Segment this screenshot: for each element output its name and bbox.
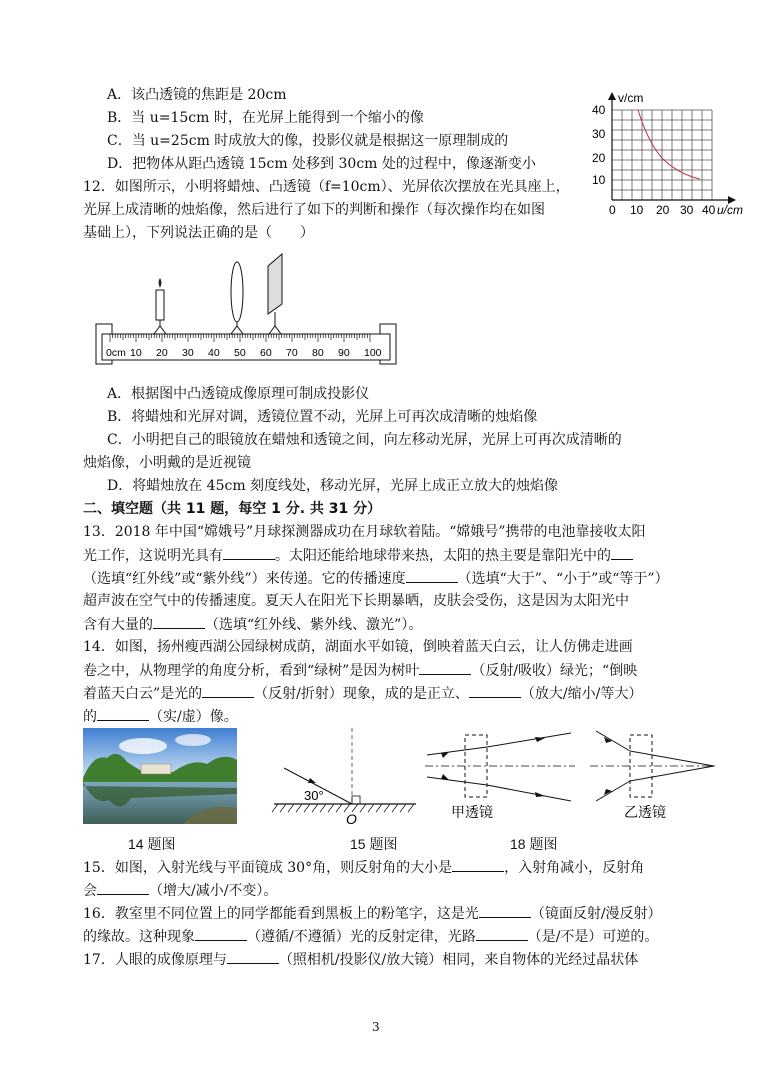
bench-label: 20 bbox=[156, 347, 168, 359]
bench-label: 40 bbox=[208, 347, 220, 359]
bench-label: 70 bbox=[286, 347, 298, 359]
lens-b-label: 乙透镜 bbox=[624, 804, 666, 820]
page-number: 3 bbox=[372, 1020, 380, 1034]
bench-label: 80 bbox=[312, 347, 324, 359]
uv-graph bbox=[590, 80, 755, 225]
bench-label: 90 bbox=[338, 347, 350, 359]
graph-xlabel: u/cm bbox=[717, 203, 744, 217]
q12-option-b: B．将蜡烛和光屏对调，透镜位置不动，光屏上可再次成清晰的烛焰像 bbox=[107, 409, 538, 425]
bench-label: 60 bbox=[260, 347, 272, 359]
q15-line-2: 会 （增大/减小/不变）。 bbox=[83, 880, 277, 901]
q12-option-a: A．根据图中凸透镜成像原理可制成投影仪 bbox=[107, 386, 370, 402]
q13-line-2: 光工作，这说明光具有 。太阳还能给地球带来热，太阳的热主要是靠阳光中的 bbox=[83, 545, 633, 566]
q13-line-3: （选填“红外线”或“紫外线”）来传递。它的传播速度 （选填“大于”、“小于”或“等于”） bbox=[83, 568, 669, 589]
bench-label: 50 bbox=[234, 347, 246, 359]
q14-line-3: 着蓝天白云”是光的 （反射/折射）现象，成的是正立、 （放大/缩小/等大） bbox=[83, 683, 642, 704]
q16-line-2: 的缘故。这种现象 （遵循/不遵循）光的反射定律，光路 （是/不是）可逆的。 bbox=[83, 926, 658, 947]
bench-label: 0cm bbox=[106, 347, 126, 359]
q17-line-1: 17．人眼的成像原理与 （照相机/投影仪/放大镜）相同，来自物体的光经过晶状体 bbox=[83, 949, 638, 970]
graph-xtick-20: 20 bbox=[656, 203, 670, 217]
light-screen bbox=[268, 254, 282, 334]
angle-label: 30° bbox=[304, 788, 324, 803]
q12-line-3: 基础上），下列说法正确的是（ ） bbox=[83, 225, 314, 241]
q14-line-2: 卷之中，从物理学的角度分析，看到“绿树”是因为树叶 （反射/吸收）绿光；“倒映 bbox=[83, 660, 637, 681]
convex-lens bbox=[231, 262, 243, 334]
q12-line-2: 光屏上成清晰的烛焰像，然后进行了如下的判断和操作（每次操作均在如图 bbox=[83, 202, 545, 218]
graph-xtick-10: 10 bbox=[630, 203, 644, 217]
q11-option-d: D．把物体从距凸透镜 15cm 处移到 30cm 处的过程中，像逐渐变小 bbox=[107, 156, 536, 172]
q11-option-c: C．当 u=25cm 时成放大的像，投影仪就是根据这一原理制成的 bbox=[107, 133, 509, 149]
q14-line-4: 的 （实/虚）像。 bbox=[83, 706, 238, 727]
graph-xtick-0: 0 bbox=[609, 203, 616, 217]
q12-line-1: 12．如图所示，小明将蜡烛、凸透镜（f=10cm）、光屏依次摆放在光具座上， bbox=[83, 179, 570, 195]
q14-line-1: 14．如图，扬州瘦西湖公园绿树成荫，湖面水平如镜，倒映着蓝天白云，让人仿佛走进画 bbox=[83, 639, 633, 655]
lens-b-figure bbox=[590, 725, 720, 825]
graph-ytick-30: 30 bbox=[592, 127, 606, 141]
caption-fig-15: 15 题图 bbox=[350, 836, 398, 852]
q13-line-1: 13．2018 年中国“嫦娥号”月球探测器成功在月球软着陆。“嫦娥号”携带的电池靠接收太阳 bbox=[83, 524, 646, 540]
graph-ytick-40: 40 bbox=[592, 103, 606, 117]
q12-option-d: D．将蜡烛放在 45cm 刻度线处，移动光屏，光屏上成正立放大的烛焰像 bbox=[107, 478, 559, 494]
bench-label: 100 bbox=[364, 347, 382, 359]
q13-line-5: 含有大量的 （选填“红外线、紫外线、激光”）。 bbox=[83, 614, 422, 635]
candle bbox=[154, 278, 166, 334]
q12-option-c: C．小明把自己的眼镜放在蜡烛和透镜之间，向左移动光屏，光屏上可再次成清晰的 bbox=[107, 432, 622, 448]
bench-label: 10 bbox=[130, 347, 142, 359]
lens-a-label: 甲透镜 bbox=[451, 804, 493, 820]
caption-fig-18: 18 题图 bbox=[510, 836, 558, 852]
mirror-figure bbox=[270, 728, 430, 828]
point-o-label: O bbox=[346, 811, 357, 827]
bench-label: 30 bbox=[182, 347, 194, 359]
q12-option-c-cont: 烛焰像，小明戴的是近视镜 bbox=[83, 455, 251, 471]
optical-bench-figure bbox=[90, 248, 410, 368]
q11-option-a: A．该凸透镜的焦距是 20cm bbox=[107, 87, 287, 103]
q13-line-4: 超声波在空气中的传播速度。夏天人在阳光下长期暴晒，皮肤会受伤，这是因为太阳光中 bbox=[83, 593, 629, 609]
q15-line-1: 15．如图，入射光线与平面镜成 30°角，则反射角的大小是 ，入射角减小，反射角 bbox=[83, 857, 644, 878]
graph-ytick-20: 20 bbox=[592, 151, 606, 165]
graph-xtick-30: 30 bbox=[680, 203, 694, 217]
graph-xtick-40: 40 bbox=[702, 203, 716, 217]
lake-photo bbox=[83, 728, 237, 824]
graph-ytick-10: 10 bbox=[592, 173, 606, 187]
caption-fig-14: 14 题图 bbox=[128, 836, 176, 852]
q16-line-1: 16．教室里不同位置上的同学都能看到黑板上的粉笔字，这是光 （镜面反射/漫反射） bbox=[83, 903, 662, 924]
lens-a-figure bbox=[425, 725, 575, 825]
graph-ylabel: v/cm bbox=[618, 91, 644, 105]
q11-option-b: B．当 u=15cm 时，在光屏上能得到一个缩小的像 bbox=[107, 110, 424, 126]
section-2-title: 二、填空题（共 11 题，每空 1 分. 共 31 分） bbox=[83, 501, 382, 517]
